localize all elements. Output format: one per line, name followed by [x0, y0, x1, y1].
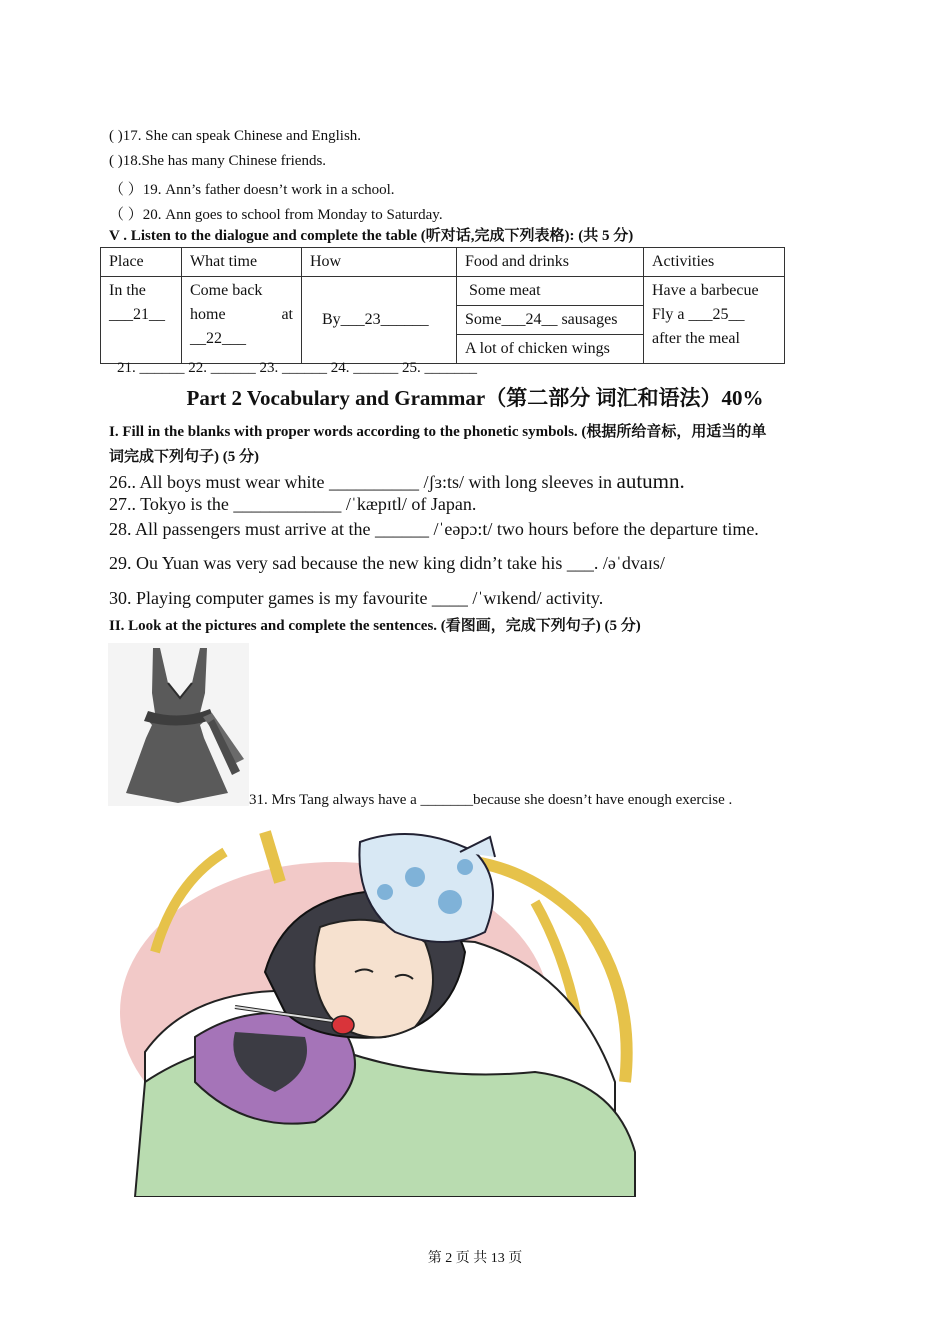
- section-5-heading: V . Listen to the dialogue and complete the table (听对话,完成下列表格): (共 5 分): [109, 228, 634, 244]
- table-row: [101, 277, 785, 306]
- cell-food-2: Some___24__ sausages: [457, 306, 644, 335]
- question-30: 30. Playing computer games is my favourite ____ /ˈwɪkend/ activity.: [109, 588, 604, 608]
- time-home: home: [190, 306, 226, 323]
- cell-food-3: A lot of chicken wings: [457, 335, 644, 364]
- activity-line-2: Fly a ___25__: [652, 306, 745, 323]
- question-17: ( )17. She can speak Chinese and English.: [109, 128, 362, 144]
- question-26-text: 26.. All boys must wear white __________ /ʃɜ:ts/ with long sleeves in: [109, 472, 617, 492]
- cell-time: [182, 277, 302, 364]
- header-activities: Activities: [644, 248, 785, 277]
- activity-line-3: after the meal: [652, 330, 740, 347]
- question-18: ( )18.She has many Chinese friends.: [109, 153, 327, 169]
- page-footer: 第 2 页 共 13 页: [427, 1251, 523, 1266]
- table-header-row: [101, 248, 785, 277]
- question-28: 28. All passengers must arrive at the ______ /ˈeəpɔ:t/ two hours before the departure time.: [109, 519, 759, 539]
- question-20: （ ）20. Ann goes to school from Monday to Saturday.: [109, 207, 443, 223]
- section-1-heading-line-2: 词完成下列句子) (5 分): [109, 449, 259, 465]
- question-27: 27.. Tokyo is the ____________ /ˈkæpɪtl/ of Japan.: [109, 494, 477, 514]
- section-2-heading: II. Look at the pictures and complete the sentences. (看图画，完成下列句子) (5 分): [109, 618, 641, 634]
- question-31: 31. Mrs Tang always have a _______because she doesn’t have enough exercise .: [249, 792, 733, 808]
- dress-image: [108, 643, 249, 806]
- part-2-title: Part 2 Vocabulary and Grammar（第二部分 词汇和语法）40%: [186, 386, 764, 410]
- header-time: What time: [182, 248, 302, 277]
- question-29: 29. Ou Yuan was very sad because the new king didn’t take his ___. /əˈdvaɪs/: [109, 553, 665, 573]
- listening-table: [100, 247, 785, 364]
- cell-place: [101, 277, 182, 364]
- header-how: How: [302, 248, 457, 277]
- time-line-3: __22___: [190, 330, 246, 347]
- section-1-heading-line-1: I. Fill in the blanks with proper words according to the phonetic symbols. (根据所给音标，用适当的单: [109, 424, 767, 440]
- activity-line-1: Have a barbecue: [652, 282, 759, 299]
- header-place: Place: [101, 248, 182, 277]
- time-line-2: [190, 303, 293, 327]
- cell-food-1: Some meat: [457, 277, 644, 306]
- sick-girl-image: [115, 822, 645, 1197]
- how-text: By___23______: [322, 311, 429, 328]
- cell-activities: [644, 277, 785, 364]
- cell-how: [302, 277, 457, 364]
- question-19: （ ）19. Ann’s father doesn’t work in a school.: [109, 182, 395, 198]
- time-line-1: Come back: [190, 282, 263, 299]
- header-food: Food and drinks: [457, 248, 644, 277]
- question-26: [109, 469, 685, 494]
- place-line-2: ___21__: [109, 306, 165, 323]
- answer-blanks: 21. ______ 22. ______ 23. ______ 24. ______ 25. _______: [117, 360, 477, 376]
- question-26-autumn: autumn.: [616, 469, 685, 493]
- time-at: at: [281, 306, 293, 323]
- place-line-1: In the: [109, 282, 146, 299]
